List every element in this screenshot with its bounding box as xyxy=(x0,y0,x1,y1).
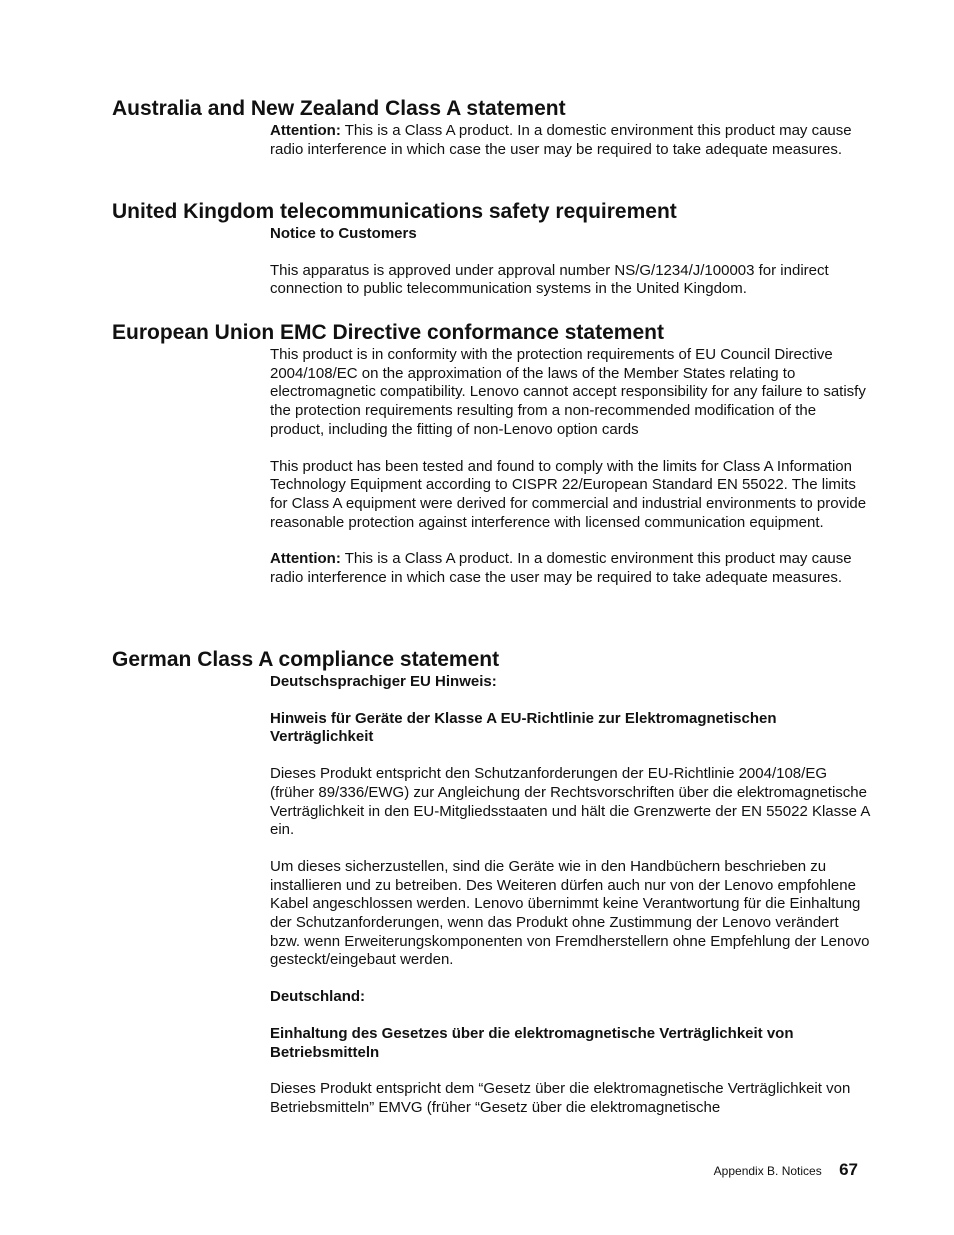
section-eu-emc-directive xyxy=(112,320,872,588)
section-body xyxy=(270,346,870,588)
paragraph-text: Um dieses sicherzustellen, sind die Geräte wie in den Handbüchern beschrieben zu installieren und zu betreiben. Des Weiteren dürfen auch nur von der Lenovo empfohlene Kabel angeschlossen werden. Lenovo übernimmt keine Verantwortung für die Einhaltung der Schutzanforderungen, wenn das Produkt ohne Zustimmung der Lenovo verändert bzw. wenn Erweiterungskomponenten von Fremdherstellern ohne Empfehlung der Lenovo gesteckt/eingebaut werden. xyxy=(270,857,870,969)
paragraph-text: This product is in conformity with the protection requirements of EU Council Directive 2004/108/EC on the approximation of the laws of the Member States relating to electromagnetic compatibility. Lenovo cannot accept responsibility for any failure to satisfy the protection requirements resulting from a non-recommended modification of the product, including the fitting of non-Lenovo option cards xyxy=(270,346,866,438)
attention-paragraph xyxy=(270,550,870,587)
section-heading: United Kingdom telecommunications safety requirement xyxy=(112,200,677,223)
section-heading: European Union EMC Directive conformance statement xyxy=(112,321,664,344)
subheading: Deutschsprachiger EU Hinweis: xyxy=(270,673,497,690)
section-heading: Australia and New Zealand Class A statement xyxy=(112,97,566,120)
paragraph-text: Dieses Produkt entspricht den Schutzanforderungen der EU-Richtlinie 2004/108/EG (früher 89/336/EWG) zur Angleichung der Rechtsvorschriften über die elektromagnetische Verträglichkeit in den EU-Mitgliedsstaaten und hält die Grenzwerte der EN 55022 Klasse A ein. xyxy=(270,765,870,839)
page-number: 67 xyxy=(839,1160,858,1179)
paragraph-text: This product has been tested and found to comply with the limits for Class A Information Technology Equipment according to CISPR 22/European Standard EN 55022. The limits for Class A equipment were derived for commercial and industrial environments to provide reasonable protection against interference with licensed communication equipment. xyxy=(270,457,867,531)
page-footer xyxy=(600,1160,858,1180)
subheading: Deutschland: xyxy=(270,988,366,1006)
paragraph-text: Dieses Produkt entspricht dem “Gesetz über die elektromagnetische Verträglichkeit von Betriebsmitteln” EMVG (früher “Gesetz über die elektromagnetische xyxy=(270,1080,851,1116)
attention-label: Attention: xyxy=(270,550,341,568)
paragraph-text: This is a Class A product. In a domestic environment this product may cause radio interference in which case the user may be required to take adequate measures. xyxy=(270,550,852,587)
attention-paragraph xyxy=(270,122,870,159)
paragraph-text: This apparatus is approved under approval number NS/G/1234/J/100003 for indirect connection to public telecommunication systems in the United Kingdom. xyxy=(270,261,829,298)
section-german-class-a xyxy=(112,647,872,1118)
notice-subheading: Notice to Customers xyxy=(270,225,417,242)
paragraph-text: This is a Class A product. In a domestic environment this product may cause radio interference in which case the user may be required to take adequate measures. xyxy=(270,122,852,158)
section-body xyxy=(270,225,870,299)
subheading: Hinweis für Geräte der Klasse A EU-Richtlinie zur Elektromagnetischen Verträglichkeit xyxy=(270,709,777,746)
section-body xyxy=(270,122,870,159)
footer-label: Appendix B. Notices xyxy=(713,1164,822,1178)
section-australia-new-zealand xyxy=(112,96,872,159)
section-body xyxy=(270,673,870,1118)
section-heading: German Class A compliance statement xyxy=(112,648,500,671)
attention-label: Attention: xyxy=(270,122,341,139)
subheading: Einhaltung des Gesetzes über die elektromagnetische Verträglichkeit von Betriebsmitteln xyxy=(270,1024,794,1061)
section-uk-telecom-safety xyxy=(112,199,872,299)
